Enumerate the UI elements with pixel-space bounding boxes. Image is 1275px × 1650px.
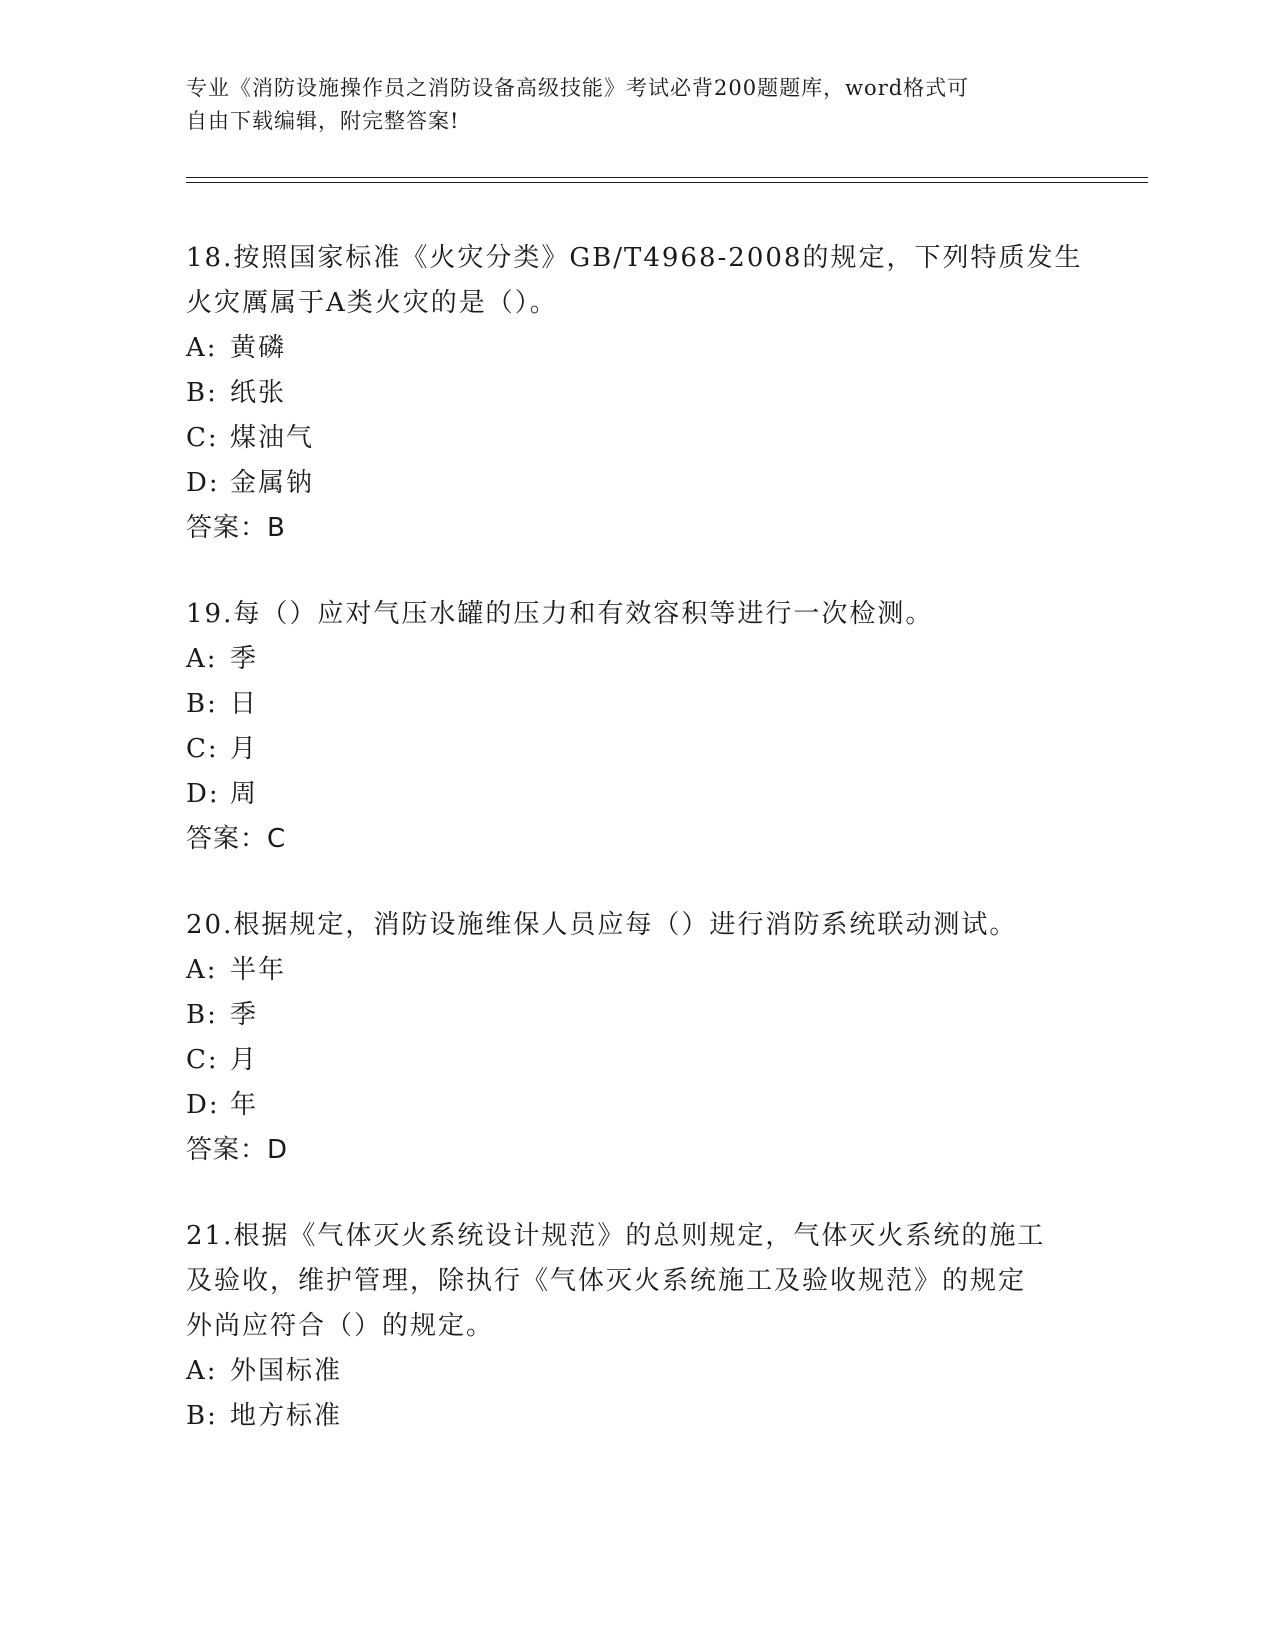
option-text: 金属钠 (230, 468, 315, 498)
option-letter: A: (186, 1356, 218, 1386)
answer-line: 答案：B (186, 513, 286, 543)
option-text: 周 (230, 779, 259, 809)
option-letter: B: (186, 1000, 218, 1030)
option-letter: B: (186, 689, 218, 719)
option-a (186, 637, 1086, 682)
option-text: 纸张 (230, 378, 287, 408)
option-text: 月 (230, 734, 259, 764)
option-letter: A: (186, 955, 218, 985)
option-c (186, 727, 1086, 772)
option-d (186, 461, 1086, 506)
option-b (186, 1394, 1086, 1439)
header-line-1: 专业《消防设施操作员之消防设备高级技能》考试必背200题题库，word格式可 (186, 76, 970, 100)
document-header (186, 72, 1066, 138)
question-stem (186, 592, 1086, 637)
option-text: 外国标准 (230, 1356, 343, 1386)
question-list (186, 236, 1086, 1480)
option-b (186, 682, 1086, 727)
question-stem (186, 903, 1086, 948)
stem-line: 21.根据《气体灭火系统设计规范》的总则规定，气体灭火系统的施工 (186, 1221, 1046, 1251)
header-rule-bottom (186, 182, 1148, 183)
option-letter: B: (186, 1401, 218, 1431)
option-text: 半年 (230, 955, 287, 985)
option-text: 年 (230, 1090, 259, 1120)
option-c (186, 416, 1086, 461)
question-stem (186, 236, 1086, 326)
answer-line: 答案：D (186, 1135, 289, 1165)
header-rule-top (186, 177, 1148, 178)
option-b (186, 993, 1086, 1038)
option-text: 季 (230, 644, 259, 674)
option-letter: D: (186, 779, 220, 809)
stem-line: 20.根据规定，消防设施维保人员应每（）进行消防系统联动测试。 (186, 910, 1018, 940)
question-18 (186, 236, 1086, 551)
answer-line: 答案：C (186, 824, 287, 854)
stem-line: 火灾厲属于A类火灾的是（）。 (186, 288, 558, 318)
question-stem (186, 1214, 1086, 1349)
option-text: 煤油气 (230, 423, 315, 453)
question-21 (186, 1214, 1086, 1439)
option-a (186, 1349, 1086, 1394)
option-letter: A: (186, 644, 218, 674)
question-20 (186, 903, 1086, 1173)
stem-line: 19.每（）应对气压水罐的压力和有效容积等进行一次检测。 (186, 599, 934, 629)
stem-line: 及验收，维护管理，除执行《气体灭火系统施工及验收规范》的规定 (186, 1266, 1027, 1296)
option-a (186, 948, 1086, 993)
option-letter: B: (186, 378, 218, 408)
option-text: 日 (230, 689, 259, 719)
option-text: 月 (230, 1045, 259, 1075)
option-letter: C: (186, 1045, 219, 1075)
option-d (186, 772, 1086, 817)
option-text: 地方标准 (230, 1401, 343, 1431)
option-letter: A: (186, 333, 218, 363)
header-line-2: 自由下载编辑，附完整答案! (186, 109, 460, 133)
option-text: 黄磷 (230, 333, 287, 363)
option-b (186, 371, 1086, 416)
option-a (186, 326, 1086, 371)
option-text: 季 (230, 1000, 259, 1030)
stem-line: 18.按照国家标准《火灾分类》GB/T4968-2008的规定，下列特质发生 (186, 243, 1083, 273)
option-letter: D: (186, 468, 220, 498)
option-letter: C: (186, 423, 219, 453)
question-19 (186, 592, 1086, 862)
option-c (186, 1038, 1086, 1083)
option-letter: C: (186, 734, 219, 764)
option-letter: D: (186, 1090, 220, 1120)
option-d (186, 1083, 1086, 1128)
stem-line: 外尚应符合（）的规定。 (186, 1311, 495, 1341)
